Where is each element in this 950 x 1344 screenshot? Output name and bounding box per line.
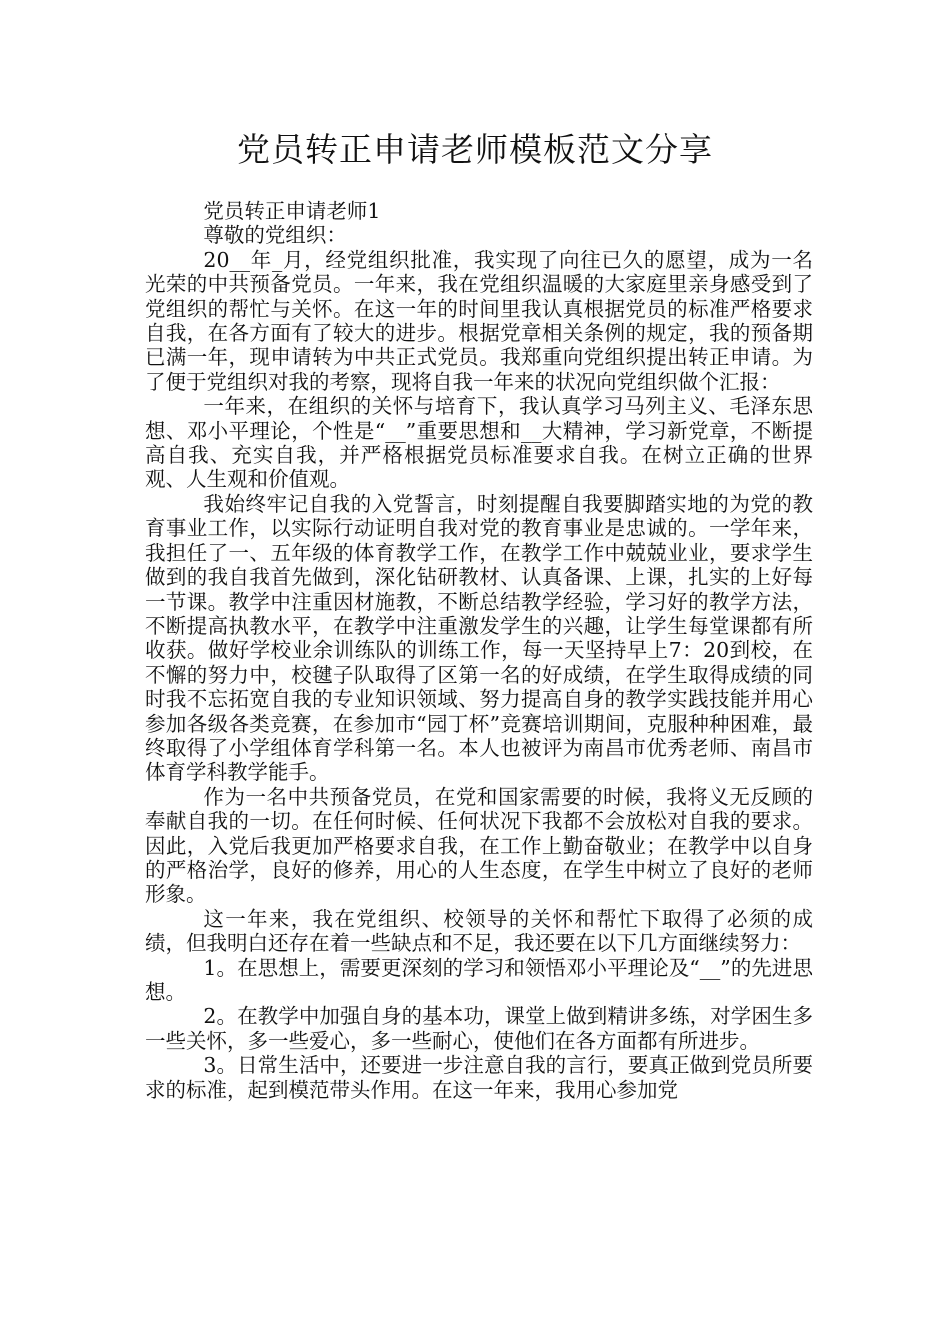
paragraph: 我始终牢记自我的入党誓言，时刻提醒自我要脚踏实地的为党的教育事业工作，以实际行动证明自我对党的教育事业是忠诚的。一学年来，我担任了一、五年级的体育教学工作，在教学工作中兢兢业业，要求学生做到的我自我首先做到，深化钻研教材、认真备课、上课，扎实的上好每一节课。教学中注重因材施教，不断总结教学经验，学习好的教学方法，不断提高执教水平，在教学中注重激发学生的兴趣，让学生每堂课都有所收获。做好学校业余训练队的训练工作，每一天坚持早上7：20到校，在不懈的努力中，校毽子队取得了区第一名的好成绩，在学生取得成绩的同时我不忘拓宽自我的专业知识领域、努力提高自身的教学实践技能并用心参加各级各类竞赛，在参加市“园丁杯”竞赛培训期间，克服种种困难，最终取得了小学组体育学科第一名。本人也被评为南昌市优秀老师、南昌市体育学科教学能手。: [145, 491, 813, 785]
paragraph: 作为一名中共预备党员，在党和国家需要的时候，我将义无反顾的奉献自我的一切。在任何时候、任何状况下我都不会放松对自我的要求。因此，入党后我更加严格要求自我，在工作上勤奋敬业；在教学中以自身的严格治学，良好的修养，用心的人生态度，在学生中树立了良好的老师形象。: [145, 784, 813, 907]
paragraph: 20__年_月，经党组织批准，我实现了向往已久的愿望，成为一名光荣的中共预备党员。一年来，我在党组织温暖的大家庭里亲身感受到了党组织的帮忙与关怀。在这一年的时间里我认真根据党员的标准严格要求自我，在各方面有了较大的进步。根据党章相关条例的规定，我的预备期已满一年，现申请转为中共正式党员。我郑重向党组织提出转正申请。为了便于党组织对我的考察，现将自我一年来的状况向党组织做个汇报：: [145, 247, 813, 394]
document-title: 党员转正申请老师模板范文分享: [237, 130, 713, 169]
salutation-line: 尊敬的党组织：: [203, 223, 347, 248]
paragraph: 1。在思想上，需要更深刻的学习和领悟邓小平理论及“__”的先进思想。: [145, 955, 813, 1004]
paragraph: 3。日常生活中，还要进一步注意自我的言行，要真正做到党员所要求的标准，起到模范带头作用。在这一年来，我用心参加党: [145, 1053, 813, 1102]
paragraph: 这一年来，我在党组织、校领导的关怀和帮忙下取得了必须的成绩，但我明白还存在着一些缺点和不足，我还要在以下几方面继续努力：: [145, 906, 813, 956]
paragraph: 2。在教学中加强自身的基本功，课堂上做到精讲多练，对学困生多一些关怀，多一些爱心，多一些耐心，使他们在各方面都有所进步。: [145, 1004, 813, 1053]
document-body: [145, 199, 813, 1102]
paragraph: 一年来，在组织的关怀与培育下，我认真学习马列主义、毛泽东思想、邓小平理论，个性是“__”重要思想和__大精神，学习新党章，不断提高自我、充实自我，并严格根据党员标准要求自我。在树立正确的世界观、人生观和价值观。: [145, 394, 813, 492]
subtitle-line: 党员转正申请老师1: [203, 199, 381, 223]
